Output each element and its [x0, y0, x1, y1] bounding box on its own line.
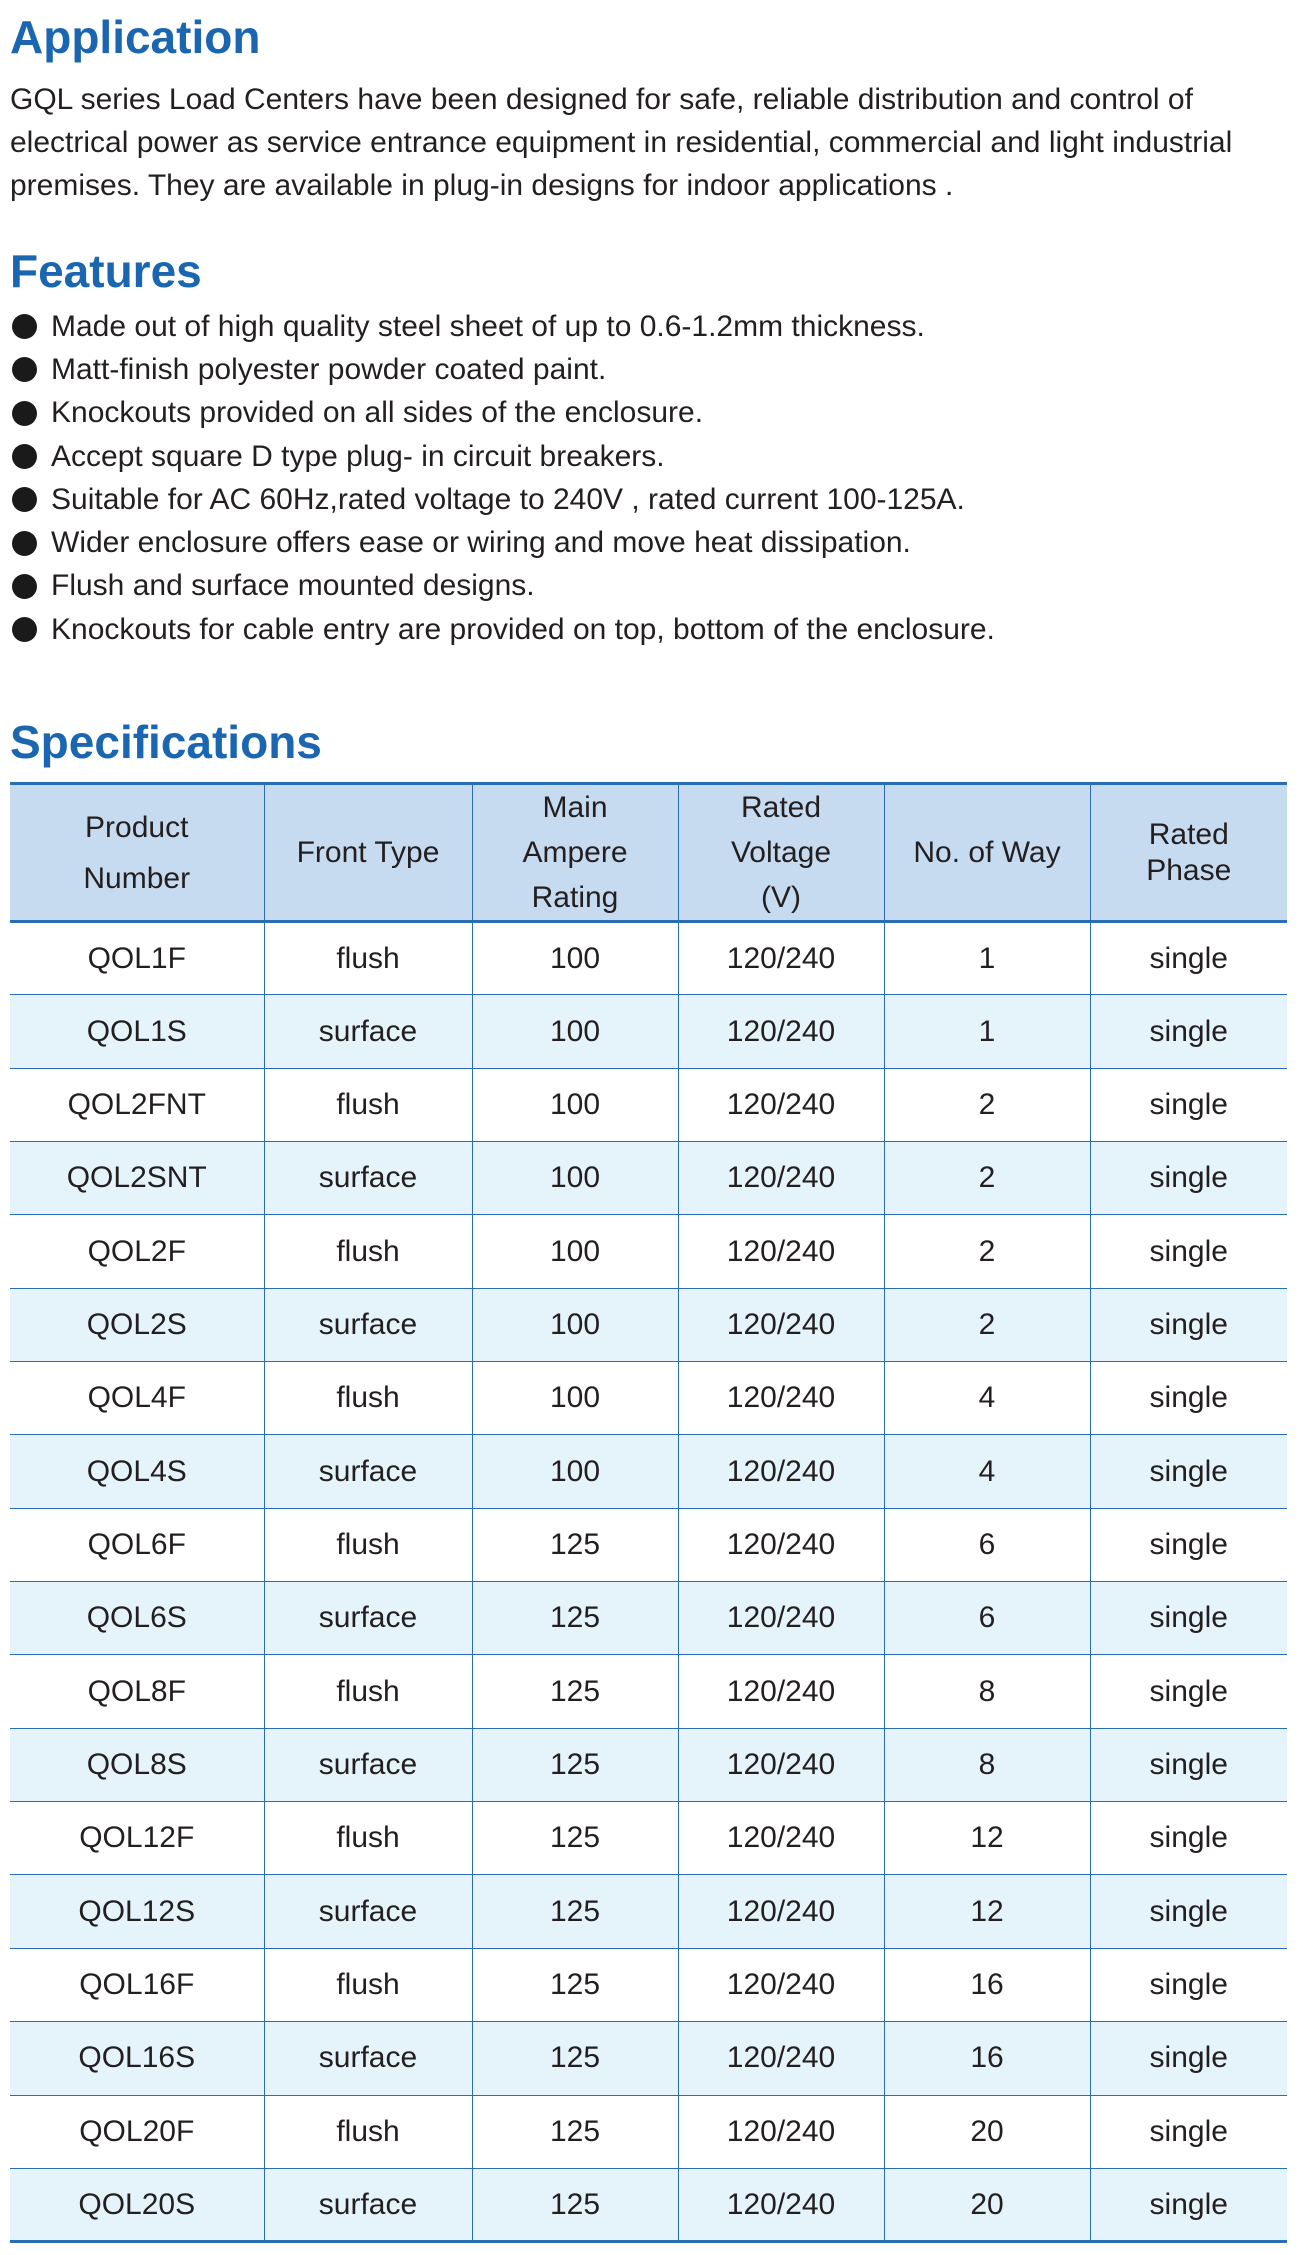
features-list: [12, 305, 995, 651]
cell-front-type: flush: [264, 1362, 472, 1435]
cell-product-number: QOL20F: [10, 2095, 264, 2168]
cell-rated-voltage: 120/240: [678, 1068, 884, 1141]
cell-rated-voltage: 120/240: [678, 1362, 884, 1435]
cell-product-number: QOL2SNT: [10, 1142, 264, 1215]
cell-main-ampere-rating: 125: [472, 1655, 678, 1728]
cell-front-type: surface: [264, 1142, 472, 1215]
cell-rated-phase: single: [1090, 1582, 1287, 1655]
feature-item: [12, 565, 995, 608]
cell-product-number: QOL1S: [10, 995, 264, 1068]
cell-main-ampere-rating: 100: [472, 1215, 678, 1288]
bullet-icon: [12, 574, 37, 599]
cell-rated-voltage: 120/240: [678, 1582, 884, 1655]
table-row: [10, 1508, 1287, 1581]
feature-text: Wider enclosure offers ease or wiring and move heat dissipation.: [51, 526, 911, 560]
cell-no-of-way: 4: [884, 1362, 1090, 1435]
cell-main-ampere-rating: 100: [472, 1068, 678, 1141]
cell-no-of-way: 1: [884, 995, 1090, 1068]
cell-no-of-way: 2: [884, 1215, 1090, 1288]
features-heading: Features: [10, 245, 202, 297]
header-line: Rated: [1148, 817, 1229, 851]
cell-rated-voltage: 120/240: [678, 1142, 884, 1215]
bullet-icon: [12, 401, 37, 426]
cell-rated-voltage: 120/240: [678, 2168, 884, 2241]
cell-front-type: flush: [264, 922, 472, 995]
cell-rated-phase: single: [1090, 1362, 1287, 1435]
cell-product-number: QOL2F: [10, 1215, 264, 1288]
header-product-number: [10, 784, 264, 922]
cell-main-ampere-rating: 100: [472, 1362, 678, 1435]
cell-no-of-way: 12: [884, 1875, 1090, 1948]
cell-rated-voltage: 120/240: [678, 1215, 884, 1288]
cell-product-number: QOL2FNT: [10, 1068, 264, 1141]
cell-front-type: flush: [264, 1068, 472, 1141]
cell-rated-voltage: 120/240: [678, 1508, 884, 1581]
header-rated-voltage: [678, 784, 884, 922]
table-row: [10, 995, 1287, 1068]
cell-no-of-way: 16: [884, 1948, 1090, 2021]
cell-product-number: QOL16S: [10, 2022, 264, 2095]
cell-rated-phase: single: [1090, 1142, 1287, 1215]
cell-rated-phase: single: [1090, 922, 1287, 995]
table-row: [10, 1802, 1287, 1875]
cell-front-type: surface: [264, 1875, 472, 1948]
header-line: (V): [761, 881, 801, 914]
bullet-icon: [12, 617, 37, 642]
cell-rated-voltage: 120/240: [678, 1802, 884, 1875]
cell-no-of-way: 16: [884, 2022, 1090, 2095]
table-row: [10, 1728, 1287, 1801]
cell-rated-phase: single: [1090, 1802, 1287, 1875]
feature-item: [12, 608, 995, 651]
cell-front-type: surface: [264, 1435, 472, 1508]
cell-rated-voltage: 120/240: [678, 1655, 884, 1728]
cell-product-number: QOL4F: [10, 1362, 264, 1435]
cell-front-type: flush: [264, 1215, 472, 1288]
cell-rated-phase: single: [1090, 1288, 1287, 1361]
cell-product-number: QOL1F: [87, 941, 186, 975]
cell-rated-phase: single: [1090, 1655, 1287, 1728]
header-front-type: [264, 784, 472, 922]
specifications-heading: Specifications: [10, 716, 322, 768]
cell-rated-voltage: 120/240: [678, 1948, 884, 2021]
header-line: Rated: [740, 791, 822, 824]
cell-no-of-way: 8: [884, 1655, 1090, 1728]
bullet-icon: [12, 444, 37, 469]
feature-text: Knockouts provided on all sides of the enclosure.: [51, 396, 704, 430]
cell-rated-phase: single: [1090, 1508, 1287, 1581]
table-row: [10, 1655, 1287, 1728]
cell-no-of-way: 6: [884, 1582, 1090, 1655]
cell-no-of-way: 20: [884, 2095, 1090, 2168]
cell-product-number: QOL20S: [10, 2168, 264, 2241]
cell-front-type: flush: [264, 1802, 472, 1875]
cell-rated-phase: single: [1090, 2168, 1287, 2241]
table-row: [10, 1215, 1287, 1288]
table-row: [10, 1362, 1287, 1435]
cell-rated-phase: single: [1090, 1875, 1287, 1948]
cell-main-ampere-rating: 100: [472, 1435, 678, 1508]
cell-rated-phase: single: [1090, 1435, 1287, 1508]
feature-text: Knockouts for cable entry are provided on top, bottom of the enclosure.: [51, 612, 995, 646]
header-line: Rating: [531, 881, 619, 914]
cell-product-number: QOL12F: [10, 1802, 264, 1875]
table-row: [10, 1288, 1287, 1361]
cell-product-number: QOL12S: [10, 1875, 264, 1948]
cell-main-ampere-rating: 125: [472, 1948, 678, 2021]
feature-item: [12, 435, 995, 478]
header-line: No. of Way: [913, 835, 1061, 869]
cell-main-ampere-rating: 125: [472, 2095, 678, 2168]
cell-main-ampere-rating: 100: [472, 922, 678, 995]
feature-text: Suitable for AC 60Hz,rated voltage to 240V , rated current 100-125A.: [51, 482, 965, 516]
table-row: [10, 2022, 1287, 2095]
table-body: [10, 922, 1287, 2242]
table-row: [10, 2168, 1287, 2241]
cell-rated-voltage: 120/240: [678, 1435, 884, 1508]
cell-front-type: surface: [264, 995, 472, 1068]
cell-rated-voltage: 120/240: [678, 1728, 884, 1801]
cell-main-ampere-rating: 100: [472, 1288, 678, 1361]
bullet-icon: [12, 487, 37, 512]
feature-text: Flush and surface mounted designs.: [51, 569, 535, 603]
cell-front-type: flush: [264, 1948, 472, 2021]
cell-main-ampere-rating: 125: [472, 2022, 678, 2095]
table-row: [10, 1875, 1287, 1948]
cell-no-of-way: 4: [884, 1435, 1090, 1508]
cell-front-type: surface: [264, 2022, 472, 2095]
cell-rated-voltage: 120/240: [678, 2095, 884, 2168]
cell-main-ampere-rating: 125: [472, 1802, 678, 1875]
header-line: Front Type: [296, 835, 440, 869]
cell-rated-phase: single: [1090, 1068, 1287, 1141]
header-line: Main: [542, 791, 608, 824]
cell-rated-voltage: 120/240: [678, 2022, 884, 2095]
cell-main-ampere-rating: 125: [472, 1875, 678, 1948]
feature-item: [12, 478, 995, 521]
table-row: [10, 1582, 1287, 1655]
cell-front-type: flush: [264, 2095, 472, 2168]
header-line: Product: [85, 810, 189, 844]
cell-no-of-way: 6: [884, 1508, 1090, 1581]
cell-main-ampere-rating: 100: [472, 1142, 678, 1215]
header-line: Number: [83, 861, 191, 895]
cell-no-of-way: 20: [884, 2168, 1090, 2241]
cell-front-type: surface: [264, 1582, 472, 1655]
cell-front-type: flush: [264, 1655, 472, 1728]
cell-product-number: QOL4S: [10, 1435, 264, 1508]
cell-no-of-way: 2: [884, 1288, 1090, 1361]
table-row: [10, 2095, 1287, 2168]
cell-rated-phase: single: [1090, 1728, 1287, 1801]
cell-main-ampere-rating: 125: [472, 1582, 678, 1655]
bullet-icon: [12, 357, 37, 382]
cell-rated-phase: single: [1090, 2022, 1287, 2095]
cell-front-type: surface: [264, 1288, 472, 1361]
cell-rated-phase: single: [1090, 1948, 1287, 2021]
table-header-row: [10, 784, 1287, 922]
cell-front-type: surface: [264, 1728, 472, 1801]
table-row: [10, 1948, 1287, 2021]
cell-main-ampere-rating: 100: [472, 995, 678, 1068]
cell-main-ampere-rating: 125: [472, 1508, 678, 1581]
feature-item: [12, 521, 995, 564]
cell-front-type: flush: [264, 1508, 472, 1581]
bullet-icon: [12, 531, 37, 556]
specifications-table: [10, 782, 1287, 2243]
feature-text: Accept square D type plug- in circuit breakers.: [51, 439, 665, 473]
feature-text: Made out of high quality steel sheet of up to 0.6-1.2mm thickness.: [51, 309, 925, 343]
header-line: Phase: [1146, 853, 1232, 887]
application-heading: Application: [10, 11, 261, 63]
feature-text: Matt-finish polyester powder coated paint.: [51, 352, 607, 386]
table-row: [10, 1142, 1287, 1215]
cell-product-number: QOL2S: [10, 1288, 264, 1361]
cell-rated-phase: single: [1090, 1215, 1287, 1288]
cell-no-of-way: 12: [884, 1802, 1090, 1875]
cell-front-type: surface: [264, 2168, 472, 2241]
cell-product-number: QOL6F: [10, 1508, 264, 1581]
feature-item: [12, 392, 995, 435]
cell-product-number: QOL8F: [10, 1655, 264, 1728]
cell-product-number: QOL8S: [10, 1728, 264, 1801]
cell-rated-phase: single: [1090, 2095, 1287, 2168]
cell-no-of-way: 1: [884, 922, 1090, 995]
table-row: [10, 1068, 1287, 1141]
cell-no-of-way: 2: [884, 1068, 1090, 1141]
header-no-of-way: [884, 784, 1090, 922]
cell-rated-voltage: 120/240: [678, 1875, 884, 1948]
application-description: GQL series Load Centers have been designed for safe, reliable distribution and control of electrical power as service entrance equipment in residential, commercial and light industrial premises. They are available in plug-in designs for indoor applications .: [10, 83, 1233, 202]
header-line: Ampere: [522, 836, 628, 869]
cell-rated-voltage: 120/240: [678, 922, 884, 995]
header-rated-phase: [1090, 784, 1287, 922]
table-row: [10, 1435, 1287, 1508]
cell-rated-voltage: 120/240: [678, 995, 884, 1068]
feature-item: [12, 305, 995, 348]
header-line: Voltage: [730, 836, 832, 869]
cell-no-of-way: 2: [884, 1142, 1090, 1215]
cell-product-number: QOL16F: [10, 1948, 264, 2021]
table-row: [10, 922, 1287, 995]
cell-rated-phase: single: [1090, 995, 1287, 1068]
bullet-icon: [12, 314, 37, 339]
feature-item: [12, 348, 995, 391]
cell-main-ampere-rating: 125: [472, 1728, 678, 1801]
cell-rated-voltage: 120/240: [678, 1288, 884, 1361]
header-main-ampere-rating: [472, 784, 678, 922]
cell-main-ampere-rating: 125: [472, 2168, 678, 2241]
cell-product-number: QOL6S: [10, 1582, 264, 1655]
cell-no-of-way: 8: [884, 1728, 1090, 1801]
